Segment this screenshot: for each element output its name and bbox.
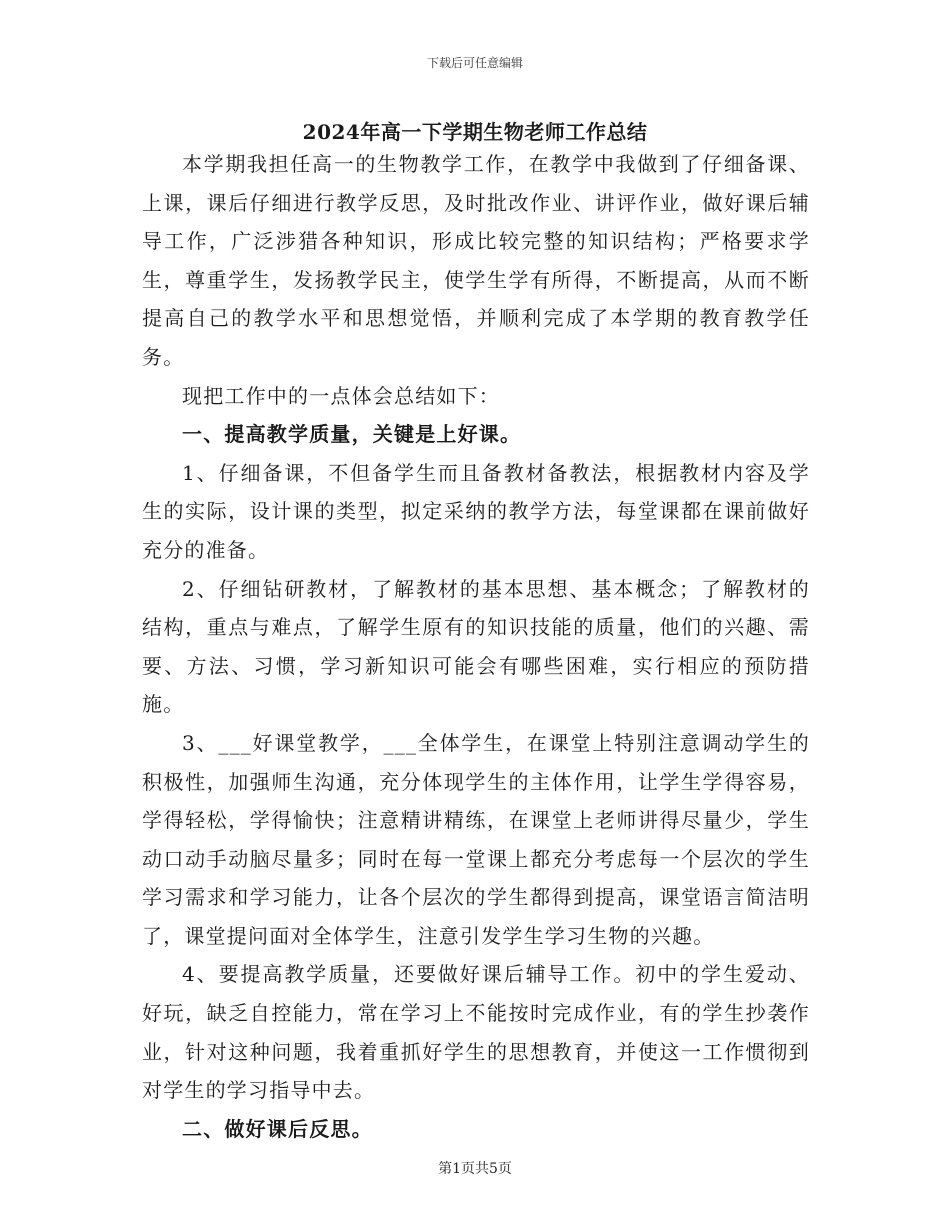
section-heading-1: 一、提高教学质量，关键是上好课。 xyxy=(182,422,522,447)
paragraph-item-1: 1、仔细备课，不但备学生而且备教材备教法，根据教材内容及学生的实际，设计课的类型，拟定采纳的教学方法，每堂课都在课前做好充分的准备。 xyxy=(142,460,810,562)
paragraph-item-3: 3、___好课堂教学，___全体学生，在课堂上特别注意调动学生的积极性，加强师生沟通，充分体现学生的主体作用，让学生学得容易，学得轻松，学得愉快；注意精讲精练，在课堂上老师讲得尽量少，学生动口动手动脑尽量多；同时在每一堂课上都充分考虑每一个层次的学生学习需求和学习能力，让各个层次的学生都得到提高，课堂语言简洁明了，课堂提问面对全体学生，注意引发学生学习生物的兴趣。 xyxy=(142,730,810,948)
page-header: 下载后可任意编辑 xyxy=(426,56,523,70)
paragraph-item-2: 2、仔细钻研教材，了解教材的基本思想、基本概念；了解教材的结构，重点与难点，了解学生原有的知识技能的质量，他们的兴趣、需要、方法、习惯，学习新知识可能会有哪些困难，实行相应的预防措施。 xyxy=(142,576,810,717)
paragraph-summary-lead: 现把工作中的一点体会总结如下： xyxy=(182,383,500,408)
section-heading-2: 二、做好课后反思。 xyxy=(182,1116,373,1141)
paragraph-item-4: 4、要提高教学质量，还要做好课后辅导工作。初中的学生爱动、好玩，缺乏自控能力，常在学习上不能按时完成作业，有的学生抄袭作业，针对这种问题，我着重抓好学生的思想教育，并使这一工作惯彻到对学生的学习指导中去。 xyxy=(142,962,810,1103)
paragraph-intro: 本学期我担任高一的生物教学工作，在教学中我做到了仔细备课、上课，课后仔细进行教学反思，及时批改作业、讲评作业，做好课后辅导工作，广泛涉猎各种知识，形成比较完整的知识结构；严格要求学生，尊重学生，发扬教学民主，使学生学有所得，不断提高，从而不断提高自己的教学水平和思想觉悟，并顺利完成了本学期的教育教学任务。 xyxy=(142,152,810,369)
document-title: 2024年高一下学期生物老师工作总结 xyxy=(302,120,648,144)
page-number: 第1页共5页 xyxy=(438,1161,512,1177)
document-body xyxy=(142,145,810,1148)
